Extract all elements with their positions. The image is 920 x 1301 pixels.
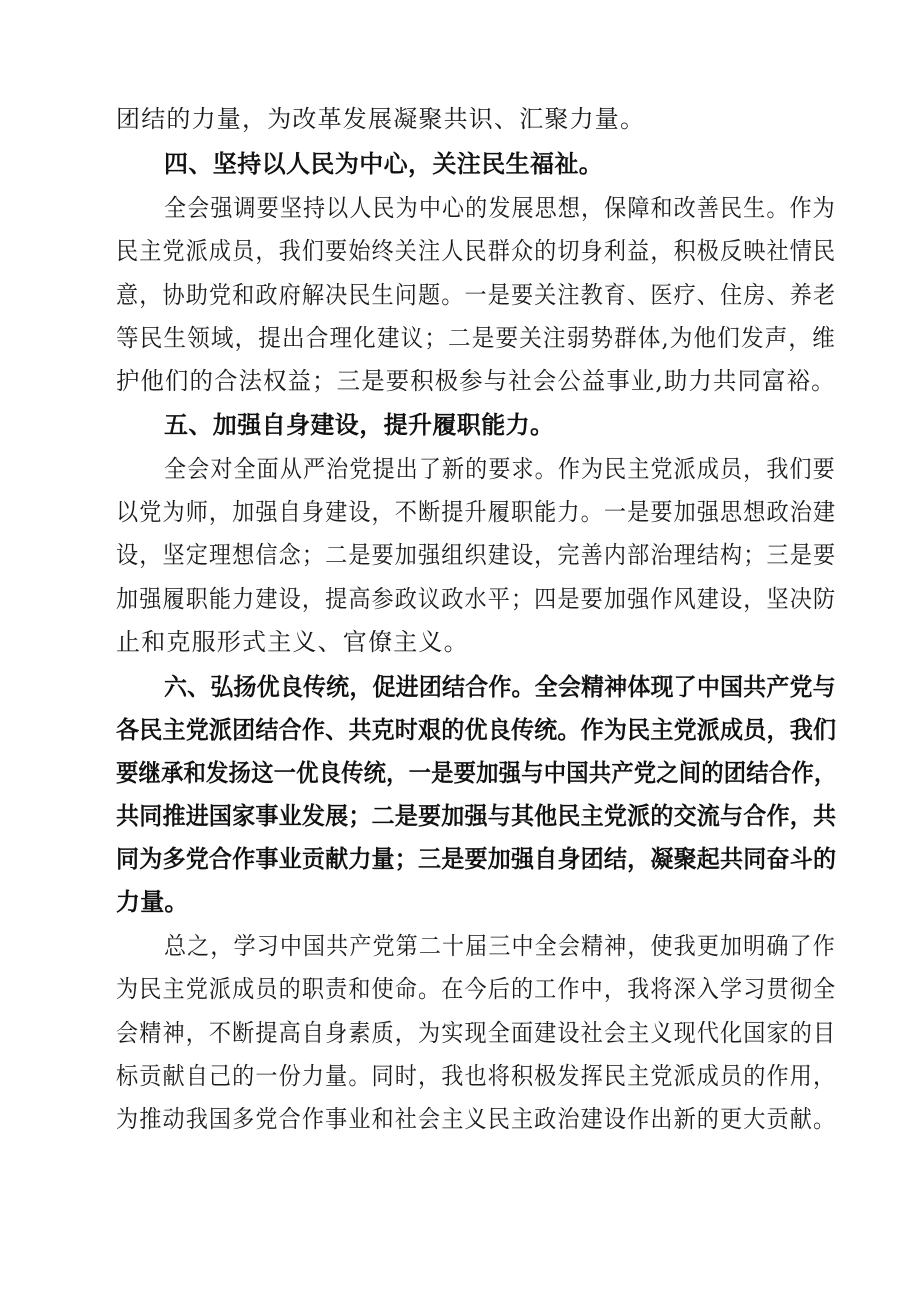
bold-body-line: 各民主党派团结合作、共克时艰的优良传统。作为民主党派成员，我们 — [116, 716, 837, 744]
body-line: 团结的力量，为改革发展凝聚共识、汇聚力量。 — [116, 105, 646, 133]
bold-body-line: 要继承和发扬这一优良传统，一是要加强与中国共产党之间的团结合作， — [116, 759, 837, 787]
body-line: 止和克服形式主义、官僚主义。 — [116, 628, 469, 656]
body-line: 民主党派成员，我们要始终关注人民群众的切身利益，积极反映社情民 — [116, 237, 837, 265]
body-line: 加强履职能力建设，提高参政议政水平；四是要加强作风建设，坚决防 — [116, 585, 837, 613]
bold-body-line: 力量。 — [116, 888, 189, 916]
body-line: 以党为师，加强自身建设，不断提升履职能力。一是要加强思想政治建 — [116, 498, 837, 526]
body-line: 为民主党派成员的职责和使命。在今后的工作中，我将深入学习贯彻全 — [116, 975, 837, 1003]
body-line: 意，协助党和政府解决民生问题。一是要关注教育、医疗、住房、养老 — [116, 281, 837, 309]
body-line: 等民生领域，提出合理化建议；二是要关注弱势群体,为他们发声，维 — [116, 324, 836, 352]
body-line: 护他们的合法权益；三是要积极参与社会公益事业,助力共同富裕。 — [116, 367, 836, 395]
section-heading-5: 五、加强自身建设，提升履职能力。 — [164, 411, 555, 439]
body-line: 为推动我国多党合作事业和社会主义民主政治建设作出新的更大贡献。 — [116, 1105, 837, 1133]
body-line: 标贡献自己的一份力量。同时，我也将积极发挥民主党派成员的作用， — [116, 1062, 837, 1090]
body-line: 全会对全面从严治党提出了新的要求。作为民主党派成员，我们要 — [164, 455, 836, 483]
section-heading-4: 四、坚持以人民为中心，关注民生福祉。 — [164, 150, 604, 178]
body-line: 设，坚定理想信念；二是要加强组织建设，完善内部治理结构；三是要 — [116, 541, 837, 569]
bold-body-line: 共同推进国家事业发展；二是要加强与其他民主党派的交流与合作，共 — [116, 802, 837, 830]
bold-body-line: 同为多党合作事业贡献力量；三是要加强自身团结，凝聚起共同奋斗的 — [116, 845, 837, 873]
body-line: 全会强调要坚持以人民为中心的发展思想，保障和改善民生。作为 — [164, 194, 836, 222]
section-heading-6: 六、弘扬优良传统，促进团结合作。全会精神体现了中国共产党与 — [164, 673, 836, 701]
body-line: 总之，学习中国共产党第二十届三中全会精神，使我更加明确了作 — [164, 932, 836, 960]
body-line: 会精神，不断提高自身素质，为实现全面建设社会主义现代化国家的目 — [116, 1019, 837, 1047]
